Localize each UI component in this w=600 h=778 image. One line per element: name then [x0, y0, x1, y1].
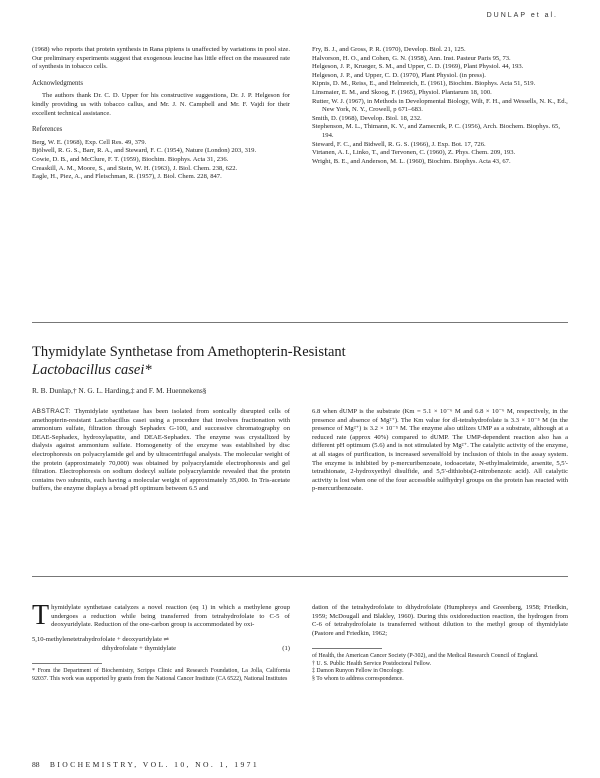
page-number: 88	[32, 760, 40, 769]
abstract-right-column	[312, 408, 568, 494]
body-text-left: hymidylate synthetase catalyzes a novel reaction (eq 1) in which a methylene group undergoes a reduction while being transferred from tetrahydrofolate to C-5 of deoxyuridylate. Reduction of the one-carbon group is accommodated by oxi-	[51, 604, 290, 629]
author-list: R. B. Dunlap,† N. G. L. Harding,‡ and F. M. Huennekens§	[32, 386, 207, 395]
reference-item: Wright, B. E., and Anderson, M. L. (1960), Biochim. Biophys. Acta 43, 67.	[312, 157, 511, 165]
abstract-divider	[32, 576, 568, 577]
abstract-text-right: 6.8 when dUMP is the substrate (Km = 5.1 × 10⁻⁶ M and 6.8 × 10⁻⁶ M, respectively, in the presence and absence of Mg²⁺). The Km value for dl-tetrahydrofolate is 3.3 × 10⁻⁵ M (in the presence of Mg²⁺) is 3.2 × 10⁻⁵ M. The enzyme also utilizes UMP as a substrate, although at a reduced rate (approx 40%) compared to dUMP. The UMP-dependent reaction also has a different pH optimum (5.6) and is not stimulated by Mg²⁺. The catalytic activity of the enzyme, at all stages of purification, is increased severalfold by inclusion of thiols in the assay system. The enzyme is inhibited by p-mercuribenzoate, iodoacetate, N-ethylmaleimide, arsenite, 5,5'-tetrathionate, 2-hydroxyethyl disulfide, and 5,5'-dithiobis(2-nitrobenzoic acid). All catalytic activity is lost when one of the four accessible sulfhydryl groups on the protein has reacted with p-mercuribenzoate.	[312, 408, 568, 493]
footnote-divider	[32, 663, 102, 664]
body-text-right: dation of the tetrahydrofolate to dihydrofolate (Humphreys and Greenberg, 1958; Friedkin, 1959; McDougall and Blakley, 1960). During this oxidoreduction reaction, the hydrogen from C-6 of tetrahydrofolate is transferred without dilution to the methyl group of thymidylate (Pastore and Friedkin, 1962;	[312, 604, 568, 637]
reference-item: Eagle, H., Piez, A., and Fleischman, R. (1957), J. Biol. Chem. 228, 847.	[32, 173, 222, 181]
references-heading: References	[32, 126, 63, 134]
acknowledgments-heading: Acknowledgments	[32, 79, 83, 87]
reference-list-left	[32, 139, 290, 182]
body-right-column	[312, 604, 568, 683]
title-line-main: Thymidylate Synthetase from Amethopterin-Resistant	[32, 344, 346, 360]
acknowledgments-text: The authors thank Dr. C. D. Upper for his constructive suggestions, Dr. J. P. Helgeson for kindly providing us with tobacco callus, and Mr. J. N. Campbell and Mr. F. Vajdi for their excellent technical assistance.	[32, 92, 290, 117]
footnote-item: § To whom to address correspondence.	[312, 675, 404, 682]
reference-item: Kipnis, D. M., Reiss, E., and Helmreich, E. (1961), Biochim. Biophys. Acta 51, 519.	[312, 80, 536, 88]
equation-products: dihydrofolate + thymidylate	[102, 644, 177, 652]
footnote-item: ‡ Damon Runyon Fellow in Oncology.	[312, 668, 404, 675]
reference-item: Smith, D. (1968), Develop. Biol. 18, 232.	[312, 114, 422, 122]
top-left-column	[32, 46, 290, 182]
equation-number: (1)	[282, 644, 290, 652]
title-line-organism: Lactobacillus casei*	[32, 362, 152, 378]
reference-item: Creaskill, A. M., Moore, S., and Stein, W. H. (1963), J. Biol. Chem. 238, 622.	[32, 164, 238, 172]
abstract-left-column	[32, 408, 290, 494]
footnote-affiliation: * From the Department of Biochemistry, Scripps Clinic and Research Foundation, La Jolla, California 92037. This work was supported by grants from the National Cancer Institute (CA 6522), National Institutes	[32, 668, 290, 682]
article-title	[32, 343, 552, 379]
footnote-item: of Health, the American Cancer Society (P-302), and the Medical Research Council of England.	[312, 653, 539, 660]
reference-item: Helgeson, J. P., and Upper, C. D. (1970), Plant Physiol. (in press).	[312, 71, 486, 79]
journal-citation: BIOCHEMISTRY, VOL. 10, NO. 1, 1971	[49, 760, 260, 769]
running-head: DUNLAP et al.	[486, 12, 558, 19]
reference-item: Rutter, W. J. (1967), in Methods in Developmental Biology, Wilt, F. H., and Wessells, N. K., Ed., New York, N. Y., Crowell, p 671–683.	[312, 97, 568, 114]
reference-item: Berg, W. E. (1968), Exp. Cell Res. 49, 379.	[32, 138, 147, 146]
drop-cap: T	[32, 600, 50, 631]
reference-item: Halvorson, H. O., and Cohen, G. N. (1958), Ann. Inst. Pasteur Paris 95, 73.	[312, 54, 511, 62]
abstract-text-left: Thymidylate synthetase has been isolated from sonically disrupted cells of amethopterin-resistant Lactobacillus casei using a procedure that involves fractionation with ammonium sulfate, filtration through Sephadex G-100, and successive chromatography on DEAE-Sephadex, hydroxylapatite, and DEAE-Sephadex. The enzyme was crystallized by dialysis against ammonium sulfate. Homogeneity of the enzyme was established by disc electrophoresis on polyacrylamide gel and by ultracentrifugal analysis. The molecular weight of the protein (approximately 70,000) was obtained by polyacrylamide electrophoresis and gel filtration. Electrophoresis on sodium dodecyl sulfate polyacrylamide revealed that the protein contains two subunits, each having a molecular weight of approximately 35,000. In Tris-acetate buffers, the enzyme displays a broad pH optimum between 6.5 and	[32, 408, 290, 493]
body-left-column	[32, 600, 290, 683]
reference-item: Steward, F. C., and Bidwell, R. G. S. (1966), J. Exp. Bot. 17, 726.	[312, 140, 486, 148]
page-footer	[32, 760, 259, 769]
reference-list-right	[312, 46, 568, 166]
reference-item: Virtanen, A. I., Linko, T., and Tervonen, C. (1960), Z. Phys. Chem. 209, 193.	[312, 149, 516, 157]
reference-item: Helgeson, J. P., Krueger, S. M., and Upper, C. D. (1969), Plant Physiol. 44, 193.	[312, 63, 524, 71]
footnote-divider	[312, 648, 382, 649]
reference-item: Bjölwell, R. G. S., Barr, R. A., and Steward, F. C. (1954), Nature (London) 203, 319.	[32, 147, 257, 155]
abstract-label: ABSTRACT:	[32, 408, 71, 415]
section-divider	[32, 322, 568, 323]
continuation-paragraph: (1968) who reports that protein synthesis in Rana pipiens is unaffected by variations in pool size. Our preliminary experiments suggest that exogenous leucine has little effect on the measured rate of synthesis in tobacco cells.	[32, 46, 290, 71]
reference-item: Fry, B. J., and Gross, P. R. (1970), Develop. Biol. 21, 125.	[312, 46, 466, 53]
reference-item: Linsmaier, E. M., and Skoog, F. (1965), Physiol. Plantarum 18, 100.	[312, 88, 492, 96]
equation-1	[32, 636, 290, 654]
top-right-column	[312, 46, 568, 166]
reference-item: Stephenson, M. L., Thimann, K. V., and Zamecnik, P. C. (1956), Arch. Biochem. Biophys. 65, 194.	[312, 123, 560, 139]
equation-reactants: 5,10-methylenetetrahydrofolate + deoxyuridylate ⇌	[32, 635, 170, 643]
reference-item: Cowie, D. B., and McClure, F. T. (1959), Biochim. Biophys. Acta 31, 236.	[32, 155, 229, 163]
footnote-item: † U. S. Public Health Service Postdoctoral Fellow.	[312, 660, 432, 667]
